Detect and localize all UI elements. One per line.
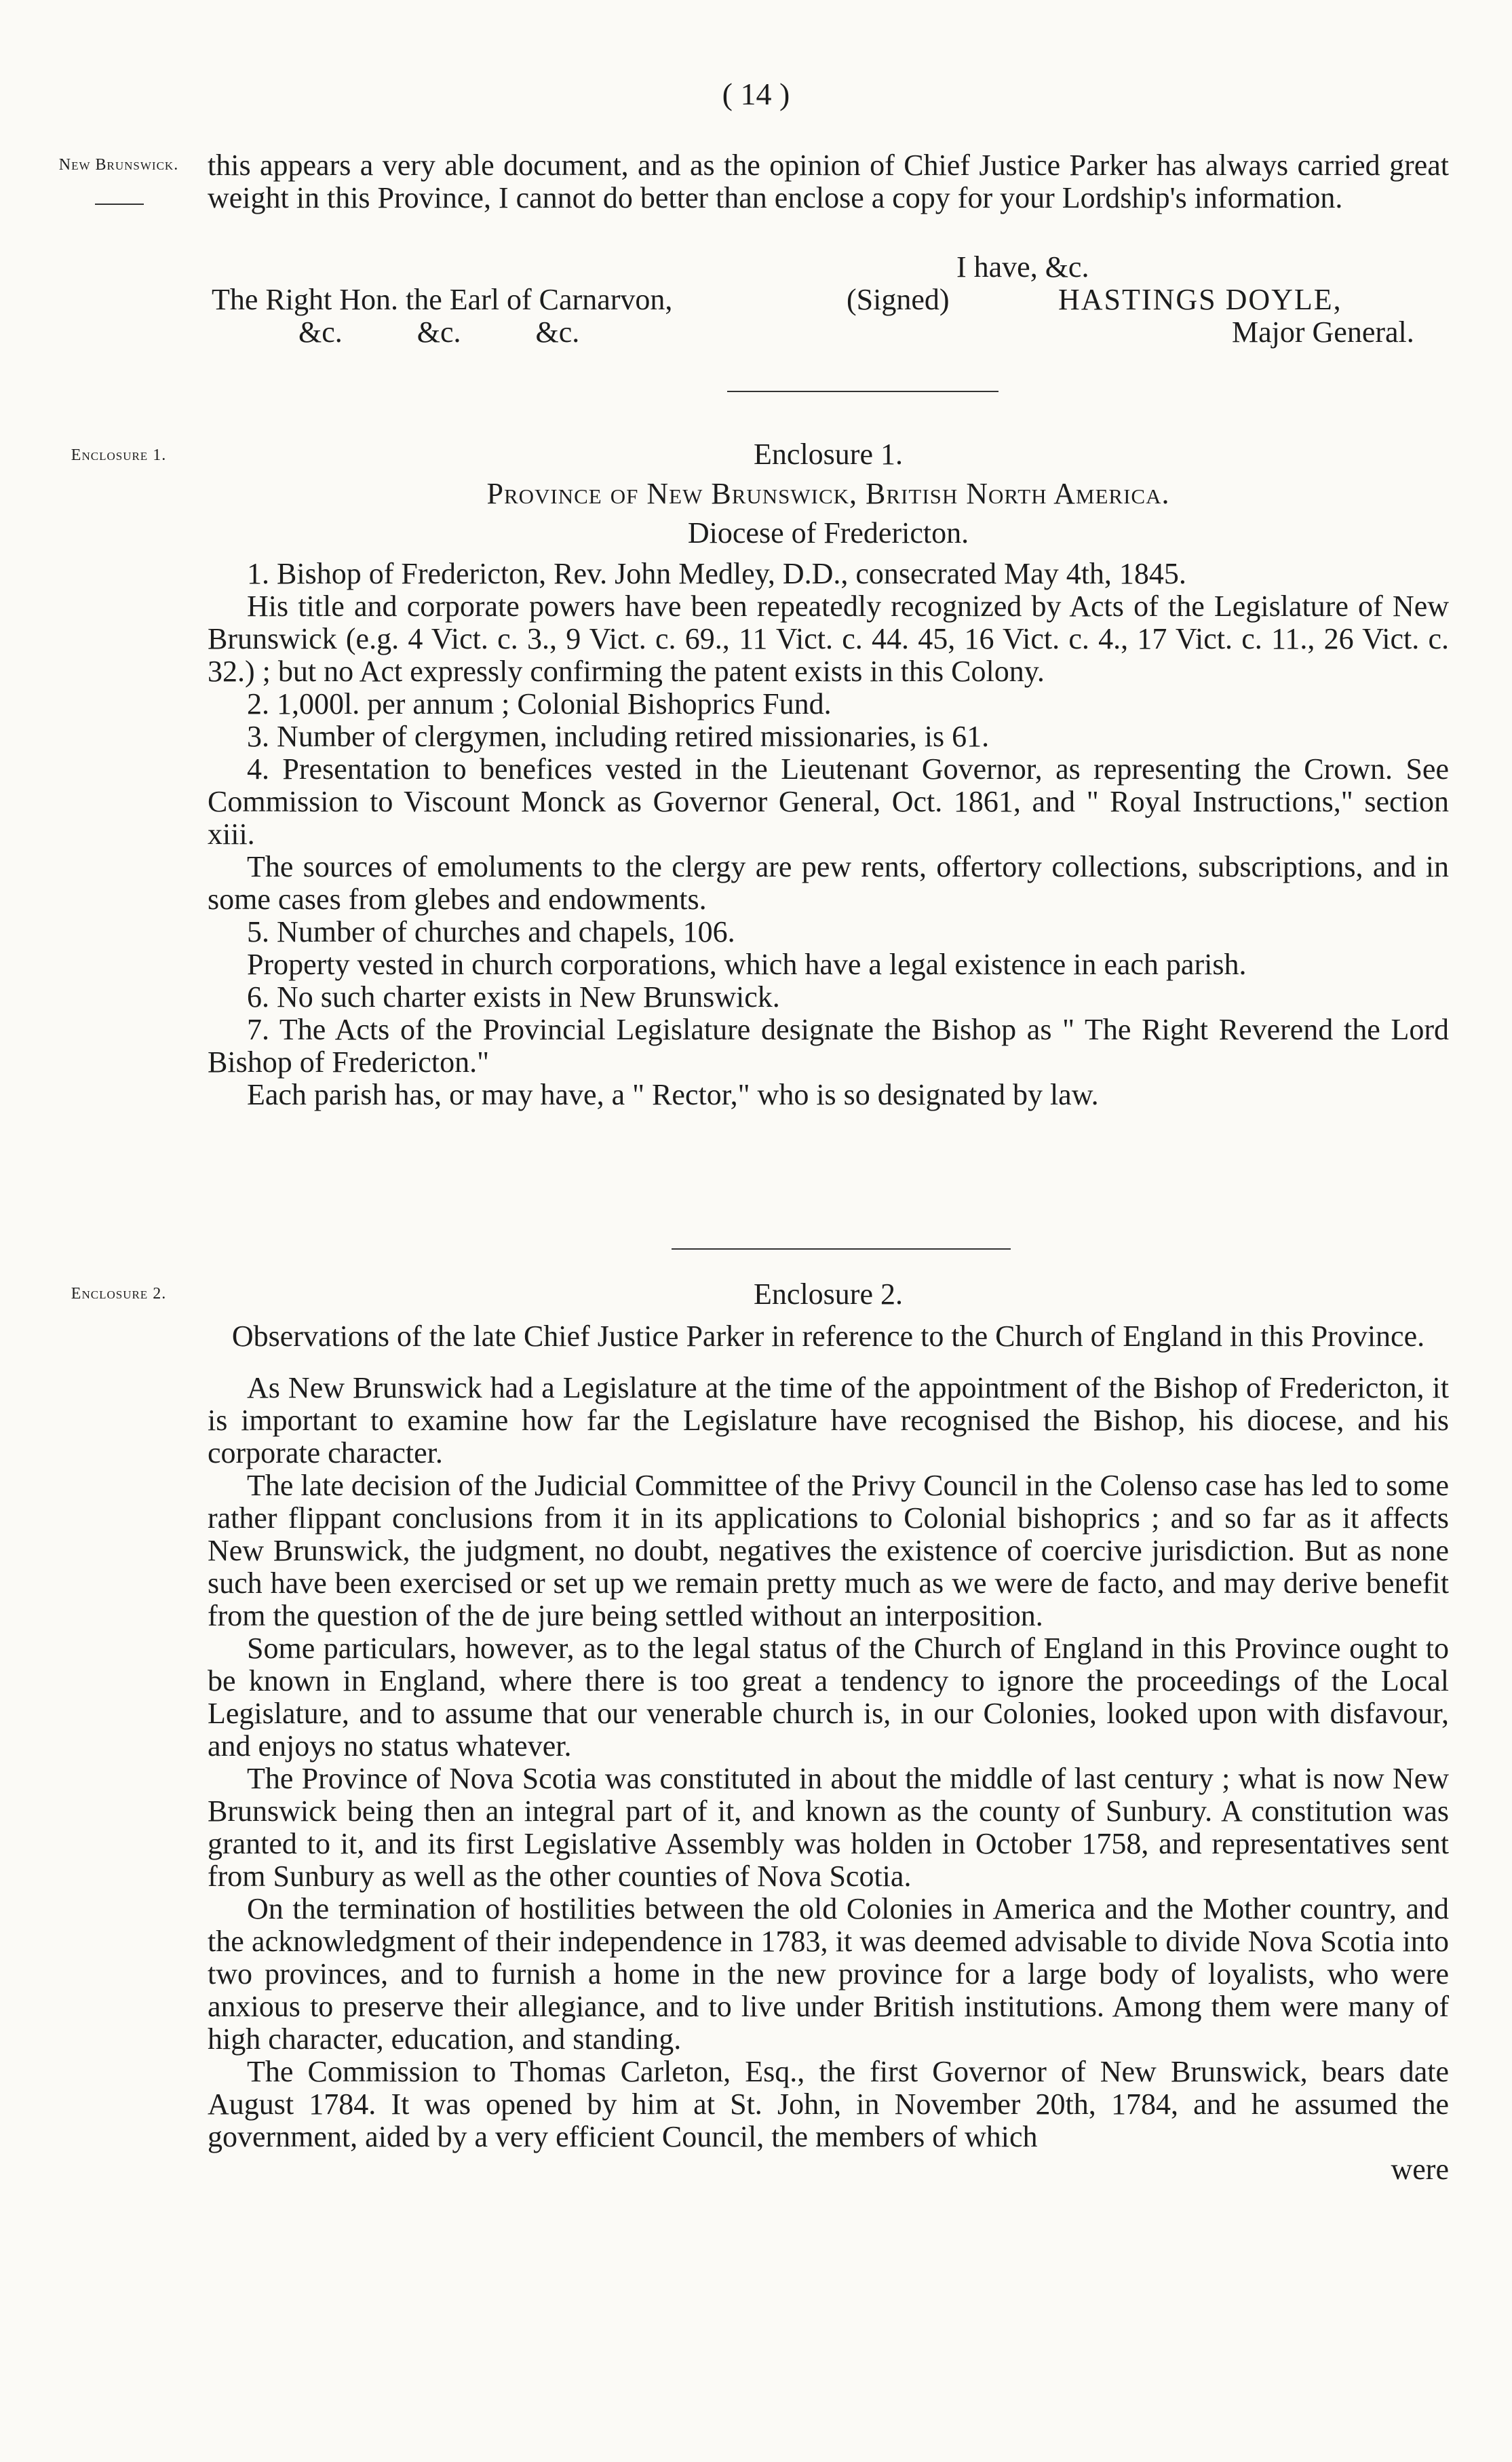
opening-block [208, 149, 1449, 214]
enclosure-1-item: Property vested in church corporations, which have a legal existence in each parish. [247, 948, 1247, 981]
signature-etc: &c. &c. &c. [298, 315, 580, 349]
enclosure-2-section [208, 1278, 1449, 2186]
catchword: were [1391, 2153, 1449, 2186]
enclosure-1-item: 2. 1,000l. per annum ; Colonial Bishoprics Fund. [247, 687, 832, 720]
enclosure-2-paragraph: The Province of Nova Scotia was constituted in about the middle of last century ; what is now New Brunswick being then an integral part of it, and known as the county of Sunbury. A constitution was granted to it, and its first Legislative Assembly was holden in October 1758, and representatives sent from Sunbury as well as the other counties of Nova Scotia. [208, 1762, 1449, 1893]
enclosure-2-paragraph: As New Brunswick had a Legislature at the time of the appointment of the Bishop of Fredericton, it is important to examine how far the Legislature have recognised the Bishop, his diocese, and his corporate character. [208, 1371, 1449, 1469]
enclosure-2-paragraph: On the termination of hostilities between the old Colonies in America and the Mother country, and the acknowledgment of their independence in 1783, it was deemed advisable to divide Nova Scotia into two provinces, and to furnish a home in the new province for a large body of loyalists, who were anxious to preserve their allegiance, and to live under British institutions. Among them were many of high character, education, and standing. [208, 1892, 1449, 2056]
enclosure-1-item: 7. The Acts of the Provincial Legislature designate the Bishop as " The Right Reverend the Lord Bishop of Fredericton." [208, 1013, 1449, 1079]
enclosure-2-paragraph: The Commission to Thomas Carleton, Esq., the first Governor of New Brunswick, bears date August 1784. It was opened by him at St. John, in November 20th, 1784, and he assumed the government, aided by a very efficient Council, the members of which [208, 2055, 1449, 2153]
enclosure-1-province: Province of New Brunswick, British North America. [486, 477, 1170, 510]
signature-signed: (Signed) [847, 283, 950, 316]
margin-rule [95, 204, 144, 205]
page-number: ( 14 ) [722, 77, 790, 111]
enclosure-1-item: Each parish has, or may have, a " Rector," who is so designated by law. [247, 1078, 1099, 1111]
signature-name: HASTINGS DOYLE, [1058, 283, 1342, 316]
enclosure-1-diocese: Diocese of Fredericton. [687, 516, 969, 550]
enclosure-1-item: 3. Number of clergymen, including retired missionaries, is 61. [247, 720, 990, 753]
margin-note-enclosure-1: Enclosure 1. [71, 446, 167, 464]
enclosure-1-item: 6. No such charter exists in New Brunswick. [247, 980, 780, 1014]
signature-addressee: The Right Hon. the Earl of Carnarvon, [212, 283, 673, 316]
enclosure-2-paragraph: Some particulars, however, as to the legal status of the Church of England in this Province ought to be known in England, where there is too great a tendency to ignore the proceedings of the Local Legislature, and to assume that our venerable church is, in our Colonies, looked upon with disfavour, and enjoys no status whatever. [208, 1632, 1449, 1763]
enclosure-2-paragraph: The late decision of the Judicial Committee of the Privy Council in the Colenso case has led to some rather flippant conclusions from it in its applications to Colonial bishoprics ; and so far as it affects New Brunswick, the judgment, no doubt, negatives the existence of coercive jurisdiction. But as none such have been exercised or set up we remain pretty much as we were de facto, and may derive benefit from the question of the de jure being settled without an interposition. [208, 1469, 1449, 1632]
enclosure-1-item: 4. Presentation to benefices vested in the Lieutenant Governor, as representing the Crown. See Commission to Viscount Monck as Governor General, Oct. 1861, and " Royal Instructions," section xiii. [208, 752, 1449, 851]
enclosure-1-item: The sources of emoluments to the clergy are pew rents, offertory collections, subscriptions, and in some cases from glebes and endowments. [208, 850, 1449, 916]
margin-note-new-brunswick: New Brunswick. [58, 156, 179, 174]
section-divider [672, 1248, 1011, 1250]
enclosure-1-item: His title and corporate powers have been repeatedly recognized by Acts of the Legislature of New Brunswick (e.g. 4 Vict. c. 3., 9 Vict. c. 69., 11 Vict. c. 44. 45, 16 Vict. c. 4., 17 Vict. c. 11., 26 Vict. c. 32.) ; but no Act expressly confirming the patent exists in this Colony. [208, 590, 1449, 688]
enclosure-1-section [208, 438, 1449, 1111]
enclosure-1-heading: Enclosure 1. [754, 438, 903, 471]
enclosure-1-item: 5. Number of churches and chapels, 106. [247, 915, 735, 948]
enclosure-2-heading: Enclosure 2. [754, 1277, 903, 1311]
enclosure-1-item: 1. Bishop of Fredericton, Rev. John Medley, D.D., consecrated May 4th, 1845. [247, 557, 1186, 590]
signature-rank: Major General. [1232, 315, 1414, 349]
margin-note-enclosure-2: Enclosure 2. [71, 1285, 167, 1303]
signature-i-have: I have, &c. [956, 250, 1089, 284]
section-divider [727, 391, 999, 392]
opening-paragraph: this appears a very able document, and as the opinion of Chief Justice Parker has always carried great weight in this Province, I cannot do better than enclose a copy for your Lordship's information. [208, 149, 1449, 214]
enclosure-2-title: Observations of the late Chief Justice Parker in reference to the Church of England in this Province. [231, 1320, 1425, 1353]
